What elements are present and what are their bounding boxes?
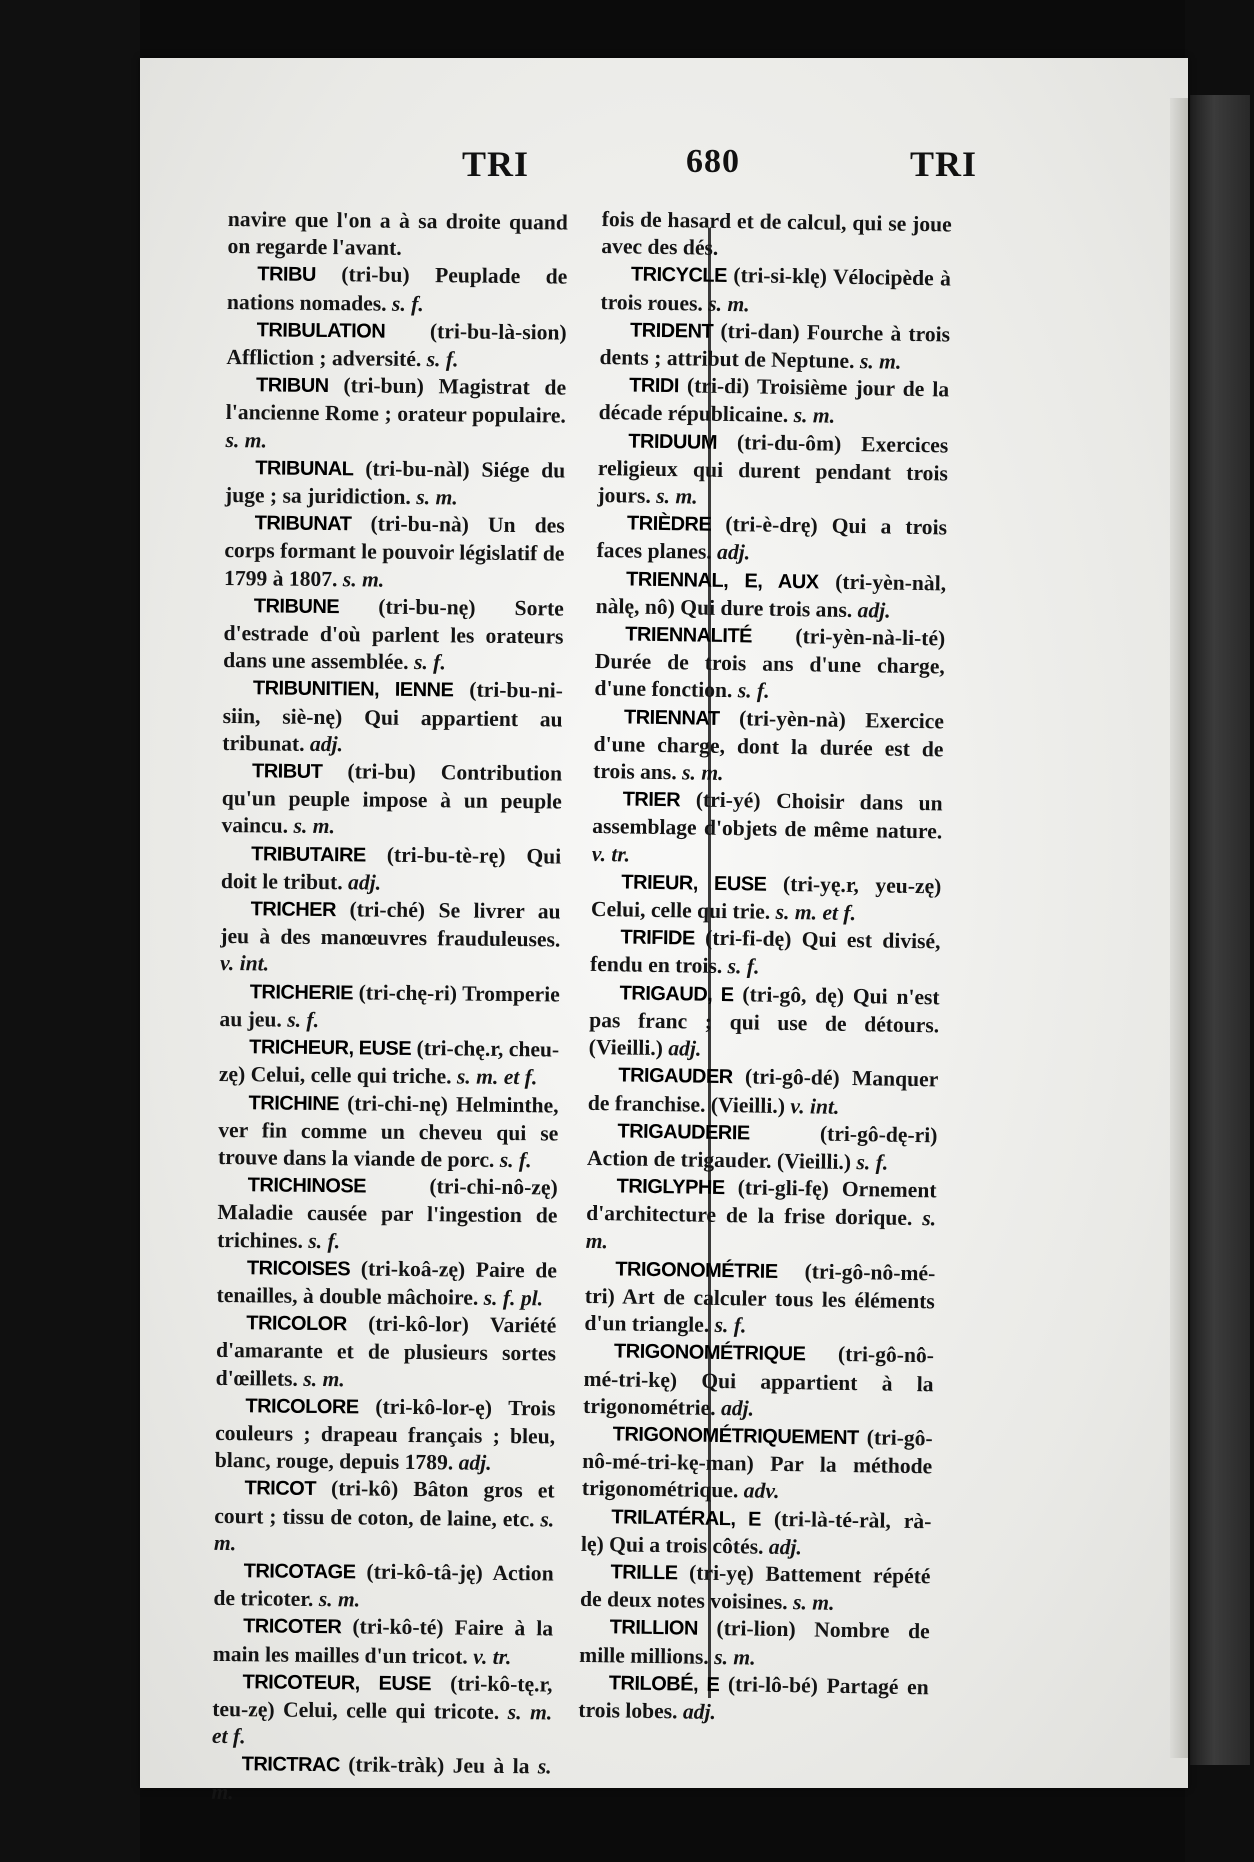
entry-headword: TRIGAUD, E <box>619 982 734 1006</box>
dictionary-entry <box>217 1171 558 1257</box>
entry-headword: TRICOLOR <box>246 1312 347 1336</box>
entry-definition: (tri-bu-là-sion) Affliction ; adversité. <box>226 318 567 372</box>
entry-grammar-label: s. m. <box>211 1754 552 1804</box>
entry-definition: (tri-bu-nà) Un des corps formant le pouvoir législatif de 1799 à 1807. <box>223 511 565 591</box>
dictionary-entry <box>212 1668 553 1754</box>
entry-headword: TRIGONOMÉTRIQUEMENT <box>612 1423 859 1450</box>
entry-definition: (tri-ché) Se livrer au jeu à des manœuvres frauduleuses. <box>220 897 561 952</box>
entry-grammar-label: adj. <box>857 597 891 623</box>
entry-grammar-label: s. f. <box>727 954 760 980</box>
entry-definition: (tri-lô-bé) Partagé en trois lobes. <box>578 1671 929 1724</box>
dictionary-entry <box>225 454 566 513</box>
left-column <box>211 206 568 1804</box>
entry-headword: TRILLION <box>609 1616 699 1641</box>
dictionary-entry <box>596 509 947 570</box>
entry-headword: TRICHEUR, EUSE <box>249 1036 412 1061</box>
entry-definition: (tri-chę.r, cheu-zę) Celui, celle qui triche. <box>218 1036 560 1089</box>
entry-definition: (tri-gli-fę) Ornement d'architecture de la frise dorique. <box>585 1175 937 1231</box>
entry-headword: TRIBULATION <box>256 319 386 343</box>
entry-grammar-label: s. m. <box>416 485 458 510</box>
entry-headword: TRIBUN <box>256 374 329 398</box>
entry-headword: TRIENNALITÉ <box>625 623 753 648</box>
dictionary-entry <box>213 1557 554 1616</box>
dictionary-entry <box>223 592 564 678</box>
entry-grammar-label: adj. <box>309 731 344 757</box>
entry-definition: (tri-bu-ni-siin, siè-nę) Qui appartient au tribunat. <box>222 678 564 756</box>
entry-grammar-label: s. m. <box>681 760 724 786</box>
entry-definition: (tri-kô-té) Faire à la main les mailles d'un tricot. <box>212 1614 554 1669</box>
dictionary-entry <box>578 1669 929 1730</box>
dictionary-entry <box>222 674 563 760</box>
entry-headword: TRICHINOSE <box>247 1174 367 1198</box>
dictionary-entry <box>215 1392 556 1478</box>
dictionary-entry <box>579 1613 930 1674</box>
dictionary-entry <box>211 1750 552 1809</box>
entry-definition: (tri-là-té-ràl, rà-lę) Qui a trois côtés. <box>580 1506 932 1559</box>
entry-grammar-label: s. m. et f. <box>456 1064 538 1090</box>
entry-definition: (tri-du-ôm) Exercices religieux qui durent pendant trois jours. <box>597 429 949 508</box>
dictionary-entry <box>214 1474 555 1560</box>
entry-definition: (tri-si-klę) Vélocipède à trois roues. <box>600 263 952 316</box>
dictionary-entry <box>216 1309 557 1395</box>
entry-grammar-label: s. m. <box>585 1206 937 1253</box>
dictionary-entry <box>224 509 565 595</box>
entry-grammar-label: adj. <box>347 870 382 895</box>
entry-definition: (tri-bu) Peuplade de nations nomades. <box>226 262 568 316</box>
entry-grammar-label: s. m. <box>793 403 836 429</box>
running-header <box>140 143 1188 203</box>
entry-grammar-label: s. f. pl. <box>483 1285 544 1311</box>
entry-definition: (tri-yèn-nà-li-té) Durée de trois ans d'une charge, d'une fonction. <box>594 624 946 703</box>
entry-headword: TRILATÉRAL, E <box>611 1505 762 1531</box>
entry-grammar-label: s. m. <box>303 1366 345 1391</box>
dictionary-entry <box>583 1337 934 1425</box>
entry-headword: TRICOISES <box>246 1256 351 1281</box>
entry-grammar-label: adv. <box>743 1478 780 1504</box>
entry-grammar-label: s. m. <box>714 1644 756 1670</box>
entry-grammar-label: s. m. <box>708 291 750 316</box>
dictionary-entry <box>594 620 945 708</box>
entry-headword: TRIGONOMÉTRIQUE <box>613 1340 806 1366</box>
entry-grammar-label: s. m. et f. <box>775 899 857 926</box>
entry-headword: TRIER <box>622 788 681 812</box>
entry-headword: TRIBUNAT <box>254 512 352 536</box>
entry-headword: TRIENNAT <box>623 706 720 730</box>
entry-definition: (tri-lion) Nombre de mille millions. <box>579 1616 930 1669</box>
entry-grammar-label: adj. <box>682 1699 717 1724</box>
entry-definition: fois de hasard et de calcul, qui se joue avec des dés. <box>601 206 952 261</box>
dictionary-entry <box>218 1088 559 1174</box>
entry-headword: TRIGONOMÉTRIE <box>615 1258 778 1283</box>
entry-headword: TRIDUUM <box>628 430 718 454</box>
dictionary-entry <box>221 840 562 899</box>
entry-definition: (tri-bun) Magistrat de l'ancienne Rome ; orateur populaire. <box>225 373 567 428</box>
entry-definition: (tri-yèn-nà) Exercice d'une charge, dont la durée est de trois ans. <box>592 705 945 785</box>
entry-headword: TRICYCLE <box>630 263 728 288</box>
entry-headword: TRIGAUDER <box>618 1064 733 1089</box>
right-column <box>578 206 952 1724</box>
entry-headword: TRICOT <box>244 1477 317 1501</box>
dictionary-entry <box>589 979 940 1067</box>
adjacent-page-edge <box>1190 95 1250 1765</box>
dictionary-entry <box>592 785 943 873</box>
entry-grammar-label: adj. <box>768 1534 803 1560</box>
dictionary-entry <box>581 1502 932 1563</box>
entry-grammar-label: s. m. <box>318 1587 361 1612</box>
entry-grammar-label: s. f. <box>287 1007 320 1032</box>
entry-grammar-label: s. f. <box>413 650 446 675</box>
entry-definition: (tri-chi-nô-zę) Maladie causée par l'ingestion de trichines. <box>217 1174 558 1253</box>
entry-grammar-label: s. m. et f. <box>211 1699 553 1749</box>
entry-definition: (tri-yę) Battement répété de deux notes voisines. <box>579 1560 931 1615</box>
dictionary-entry <box>584 1255 935 1343</box>
dictionary-entry <box>588 1061 939 1122</box>
entry-grammar-label: adj. <box>458 1450 492 1475</box>
entry-definition: (tri-kô) Bâton gros et court ; tissu de coton, de laine, etc. <box>214 1476 555 1531</box>
entry-grammar-label: s. f. <box>714 1313 747 1338</box>
dictionary-entry <box>220 895 561 981</box>
entry-definition: (tri-koâ-zę) Paire de tenailles, à double mâchoire. <box>216 1256 558 1310</box>
dictionary-entry <box>216 1254 557 1313</box>
entry-definition: (tri-è-drę) Qui a trois faces planes. <box>596 512 948 565</box>
entry-definition: (tri-chi-nę) Helminthe, ver fin comme un cheveu qui se trouve dans la viande de porc. <box>217 1090 559 1172</box>
entry-grammar-label: s. f. <box>499 1147 532 1173</box>
entry-grammar-label: s. m. <box>792 1590 835 1615</box>
dictionary-entry <box>219 1033 560 1092</box>
entry-definition: (tri-yé) Choisir dans un assemblage d'objets de même nature. <box>592 787 943 844</box>
entry-definition: (tri-kô-lor) Variété d'amarante et de plusieurs sortes d'œillets. <box>215 1311 557 1391</box>
entry-headword: TRICOTEUR, EUSE <box>242 1670 432 1695</box>
entry-headword: TRILOBÉ, E <box>608 1672 720 1696</box>
entry-definition: (tri-bu-nę) Sorte d'estrade d'où parlent les orateurs dans une assemblée. <box>223 594 564 675</box>
entry-definition: (tri-yèn-nàl, nàlę, nô) Qui dure trois ans. <box>595 569 947 622</box>
dictionary-entry <box>599 371 950 432</box>
entry-headword: TRICHER <box>250 898 337 922</box>
dictionary-entry <box>587 1117 938 1178</box>
entry-headword: TRIBUNITIEN, IENNE <box>252 677 454 702</box>
dictionary-entry <box>580 1558 931 1619</box>
dictionary-entry <box>221 757 562 843</box>
page-edge-shadow <box>1170 98 1188 1758</box>
entry-headword: TRIBUTAIRE <box>251 842 366 867</box>
entry-definition: (tri-bu-nàl) Siége du juge ; sa juridiction. <box>224 456 566 509</box>
entry-definition: (tri-kô-lor-ę) Trois couleurs ; drapeau français ; bleu, blanc, rouge, depuis 1789. <box>214 1394 556 1475</box>
entry-definition: (trik-tràk) Jeu à la <box>348 1752 530 1779</box>
entry-headword: TRIFIDE <box>620 926 695 950</box>
entry-definition: (tri-fi-dę) Qui est divisé, fendu en trois. <box>589 925 941 979</box>
entry-grammar-label: s. m. <box>342 566 385 592</box>
entry-headword: TRIÈDRE <box>626 512 712 536</box>
dictionary-entry <box>227 260 568 319</box>
entry-definition: (tri-gô-nô-mé-tri-kę) Qui appartient à la trigonométrie. <box>582 1342 935 1420</box>
entry-grammar-label: v. int. <box>790 1093 840 1119</box>
entry-grammar-label: s. m. <box>293 814 336 839</box>
entry-headword: TRIENNAL, E, AUX <box>625 568 819 594</box>
entry-definition: (tri-bu-tè-rę) Qui doit le tribut. <box>220 842 562 895</box>
entry-headword: TRIGAUDERIE <box>617 1120 750 1145</box>
entry-definition: (tri-gô-dę-ri) Action de trigauder. (Vieilli.) <box>586 1121 938 1174</box>
page-number: 680 <box>686 143 740 180</box>
dictionary-entry <box>227 206 568 264</box>
dictionary-entry <box>226 316 567 375</box>
entry-grammar-label: v. int. <box>219 951 270 976</box>
entry-definition: (tri-gô-nô-mé-tri-kę-man) Par la méthode trigonométrique. <box>581 1425 933 1503</box>
entry-grammar-label: v. tr. <box>591 841 631 867</box>
dictionary-entry <box>599 316 950 377</box>
dictionary-entry <box>219 978 560 1037</box>
dictionary-entry <box>586 1172 937 1260</box>
dictionary-entry <box>582 1420 933 1508</box>
entry-grammar-label: s. f. <box>308 1228 341 1253</box>
entry-headword: TRILLE <box>610 1561 678 1585</box>
entry-headword: TRICTRAC <box>241 1753 341 1777</box>
entry-definition: (tri-gô-nô-mé-tri) Art de calculer tous les éléments d'un triangle. <box>584 1259 936 1337</box>
entry-definition: (tri-di) Troisième jour de la décade républicaine. <box>598 373 950 428</box>
dictionary-entry <box>590 923 941 984</box>
dictionary-page <box>140 58 1188 1804</box>
entry-definition: (tri-gô, dę) Qui n'est pas franc ; qui use de détours. (Vieilli.) <box>588 981 940 1061</box>
entry-headword: TRICHERIE <box>249 980 354 1005</box>
entry-headword: TRICHINE <box>248 1091 340 1115</box>
entry-headword: TRIEUR, EUSE <box>621 871 767 896</box>
dictionary-entry <box>213 1612 554 1671</box>
entry-grammar-label: s. m. <box>213 1506 555 1555</box>
entry-headword: TRIBU <box>257 263 317 287</box>
entry-headword: TRICOTAGE <box>243 1560 356 1584</box>
entry-grammar-label: s. f. <box>856 1150 889 1175</box>
dictionary-entry <box>600 260 951 321</box>
entry-definition: (tri-gô-dé) Manquer de franchise. (Vieilli.) <box>587 1064 939 1118</box>
entry-grammar-label: adj. <box>716 540 751 565</box>
entry-headword: TRICOLORE <box>245 1394 359 1419</box>
entry-grammar-label: adj. <box>668 1036 702 1061</box>
entry-grammar-label: s. f. <box>737 678 770 704</box>
dictionary-entry <box>593 703 944 791</box>
entry-headword: TRIDI <box>629 374 680 398</box>
entry-headword: TRIBUNAL <box>255 457 354 481</box>
header-left-guide-word: TRI <box>462 144 530 184</box>
entry-headword: TRIBUT <box>251 760 323 784</box>
entry-headword: TRICOTER <box>243 1615 342 1639</box>
header-right-guide-word: TRI <box>910 144 978 184</box>
entry-definition: (tri-yę.r, yeu-zę) Celui, celle qui trie. <box>590 871 942 924</box>
dictionary-entry <box>597 427 948 515</box>
film-border-left <box>0 0 140 1862</box>
dictionary-entry <box>591 868 942 929</box>
entry-definition: navire que l'on a à sa droite quand on regarde l'avant. <box>227 206 568 261</box>
entry-definition: (tri-bu) Contribution qu'un peuple impose à un peuple vaincu. <box>221 759 563 839</box>
entry-grammar-label: s. m. <box>225 427 268 453</box>
entry-headword: TRIBUNE <box>253 595 340 619</box>
dictionary-entry <box>225 371 566 457</box>
dictionary-entry <box>595 565 946 626</box>
entry-definition: (tri-dan) Fourche à trois dents ; attribut de Neptune. <box>599 318 951 373</box>
entry-grammar-label: s. f. <box>391 291 424 316</box>
entry-grammar-label: adj. <box>720 1395 755 1421</box>
entry-grammar-label: s. m. <box>859 349 902 374</box>
dictionary-entry <box>601 206 952 266</box>
entry-definition: (tri-kô-tâ-ję) Action de tricoter. <box>213 1559 554 1612</box>
entry-definition: (tri-kô-tę.r, teu-zę) Celui, celle qui tricote. <box>212 1671 553 1724</box>
entry-grammar-label: s. f. <box>426 347 459 372</box>
entry-definition: (tri-chę-ri) Tromperie au jeu. <box>219 980 560 1032</box>
entry-grammar-label: v. tr. <box>473 1644 512 1669</box>
entry-headword: TRIGLYPHE <box>616 1175 725 1200</box>
entry-headword: TRIDENT <box>629 319 714 343</box>
entry-grammar-label: s. m. <box>656 483 698 509</box>
